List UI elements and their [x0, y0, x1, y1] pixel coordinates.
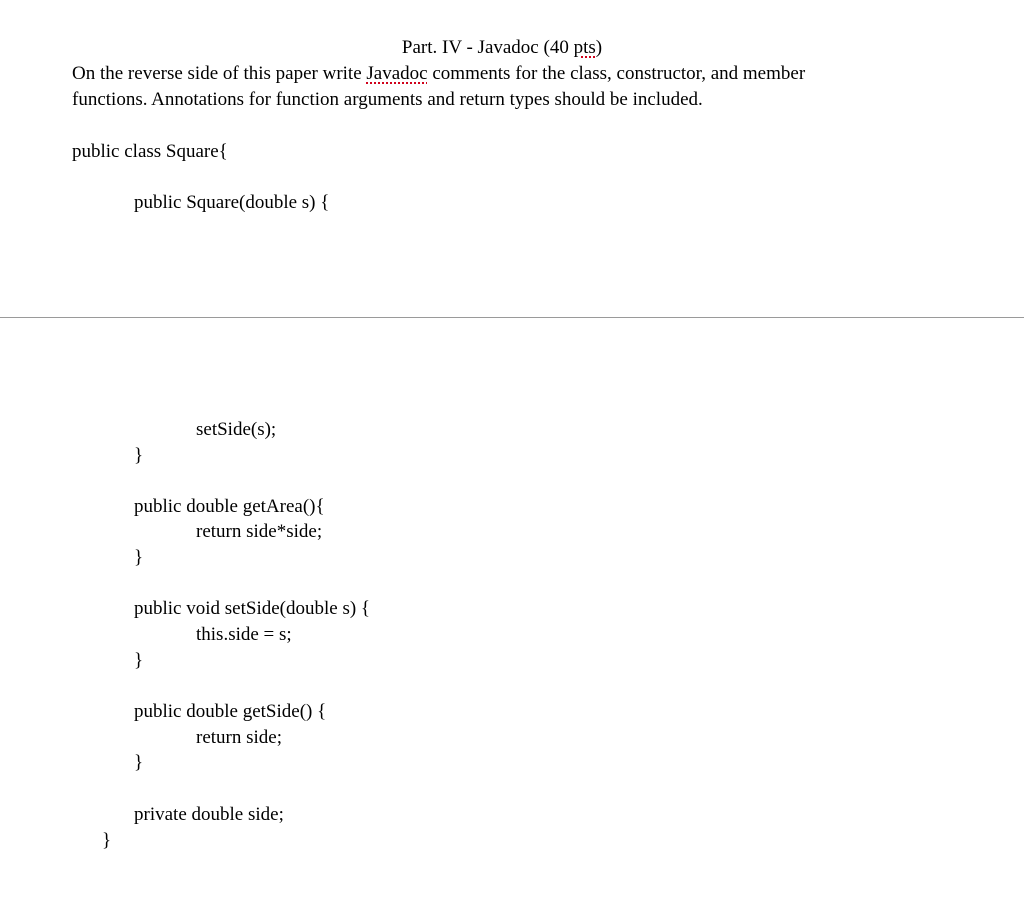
getarea-close-brace: }	[134, 547, 144, 568]
getarea-body: return side*side;	[196, 521, 323, 542]
class-declaration: public class Square{	[72, 141, 228, 162]
getside-body: return side;	[196, 727, 283, 748]
page-break-divider	[0, 317, 1024, 318]
instructions-line-1	[72, 64, 805, 83]
getside-declaration: public double getSide() {	[134, 701, 327, 722]
javadoc-word: Javadoc	[366, 63, 428, 84]
class-close-brace: }	[102, 830, 112, 851]
setside-declaration: public void setSide(double s) {	[134, 598, 371, 619]
setside-body: this.side = s;	[196, 624, 292, 645]
instructions-line-2: functions. Annotations for function arguments and return types should be included.	[72, 89, 703, 110]
constructor-declaration: public Square(double s) {	[134, 192, 330, 213]
field-declaration: private double side;	[134, 804, 284, 825]
title-suffix: )	[595, 37, 603, 58]
instructions-text: On the reverse side of this paper write	[72, 63, 367, 84]
getside-close-brace: }	[134, 752, 144, 773]
constructor-body: setSide(s);	[196, 419, 277, 440]
instructions-text-end: comments for the class, constructor, and member	[427, 63, 806, 84]
title-text: Part. IV - Javadoc (40	[401, 37, 574, 58]
page-title	[0, 38, 1004, 57]
setside-close-brace: }	[134, 650, 144, 671]
getarea-declaration: public double getArea(){	[134, 496, 325, 517]
constructor-close-brace: }	[134, 445, 144, 466]
title-pts-word: pts	[573, 37, 596, 58]
